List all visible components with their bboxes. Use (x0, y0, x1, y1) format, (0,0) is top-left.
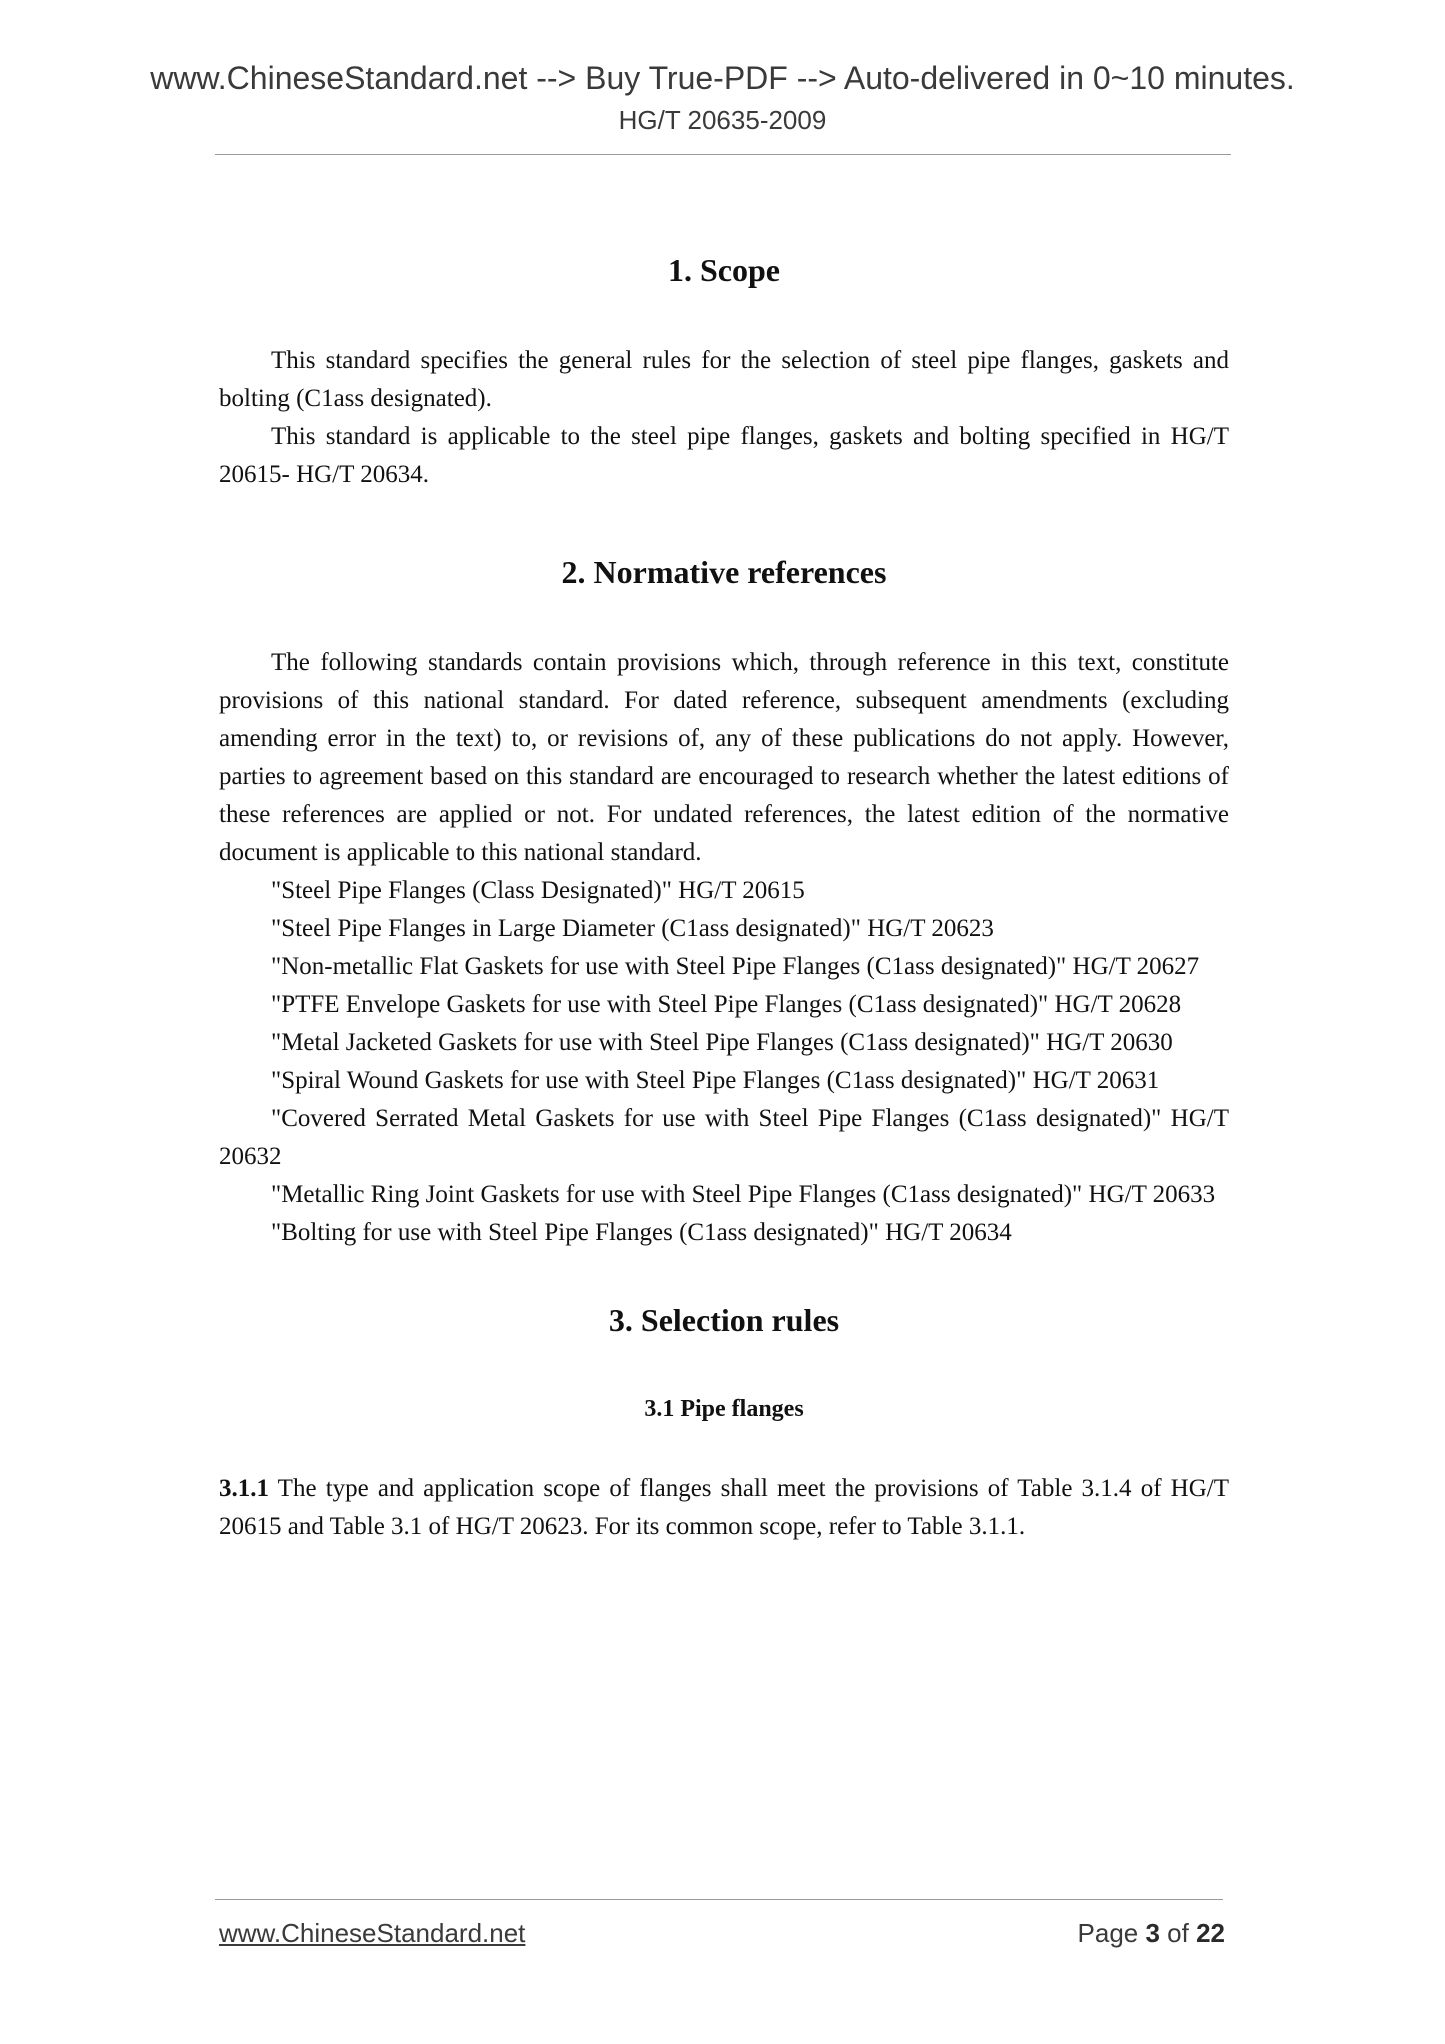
page-total: 22 (1196, 1918, 1225, 1948)
page-number (1078, 1918, 1225, 1949)
reference-item: "PTFE Envelope Gaskets for use with Steel Pipe Flanges (C1ass designated)" HG/T 20628 (271, 991, 1182, 1018)
header-divider (215, 154, 1231, 155)
section-3-title: 3. Selection rules (608, 1302, 840, 1338)
page-prefix: Page (1077, 1918, 1146, 1948)
reference-item: "Steel Pipe Flanges in Large Diameter (C1ass designated)" HG/T 20623 (271, 915, 994, 942)
reference-item: "Bolting for use with Steel Pipe Flanges (C1ass designated)" HG/T 20634 (271, 1219, 1012, 1246)
footer-website-link[interactable]: www.ChineseStandard.net (219, 1918, 526, 1948)
reference-item: "Steel Pipe Flanges (Class Designated)" HG/T 20615 (271, 877, 805, 904)
page-of: of (1159, 1918, 1197, 1948)
subsection-3-1-title: 3.1 Pipe flanges (644, 1396, 804, 1422)
reference-item: "Metallic Ring Joint Gaskets for use with Steel Pipe Flanges (C1ass designated)" HG/T 20633 (271, 1181, 1216, 1208)
reference-item: "Covered Serrated Metal Gaskets for use with Steel Pipe Flanges (C1ass designated)" HG/T 20632 (219, 1105, 1229, 1170)
page-content (219, 250, 1229, 1546)
footer-divider (215, 1899, 1223, 1900)
clause-number: 3.1.1 (219, 1475, 269, 1502)
reference-item: "Non-metallic Flat Gaskets for use with Steel Pipe Flanges (C1ass designated)" HG/T 20627 (271, 953, 1200, 980)
page-current: 3 (1145, 1918, 1160, 1948)
section-2-title: 2. Normative references (561, 554, 887, 590)
scope-paragraph-1: This standard specifies the general rules for the selection of steel pipe flanges, gaskets and bolting (C1ass designated). (219, 347, 1229, 412)
clause-text: The type and application scope of flanges shall meet the provisions of Table 3.1.4 of HG/T 20615 and Table 3.1 of HG/T 20623. For its common scope, refer to Table 3.1.1. (219, 1475, 1229, 1540)
section-1-title: 1. Scope (668, 252, 780, 288)
scope-paragraph-2: This standard is applicable to the steel pipe flanges, gaskets and bolting specified in HG/T 20615- HG/T 20634. (219, 423, 1229, 488)
reference-item: "Spiral Wound Gaskets for use with Steel Pipe Flanges (C1ass designated)" HG/T 20631 (271, 1067, 1160, 1094)
document-id: HG/T 20635-2009 (618, 105, 827, 135)
normative-intro: The following standards contain provisions which, through reference in this text, constitute provisions of this national standard. For dated reference, subsequent amendments (excluding amending error in the text) to, or revisions of, any of these publications do not apply. However, parties to agreement based on this standard are encouraged to research whether the latest editions of these references are applied or not. For undated references, the latest edition of the normative document is applicable to this national standard. (219, 649, 1229, 866)
reference-item: "Metal Jacketed Gaskets for use with Steel Pipe Flanges (C1ass designated)" HG/T 20630 (271, 1029, 1173, 1056)
clause-3-1-1 (219, 1470, 1229, 1546)
header-banner: www.ChineseStandard.net --> Buy True-PDF --> Auto-delivered in 0~10 minutes. (150, 60, 1295, 96)
